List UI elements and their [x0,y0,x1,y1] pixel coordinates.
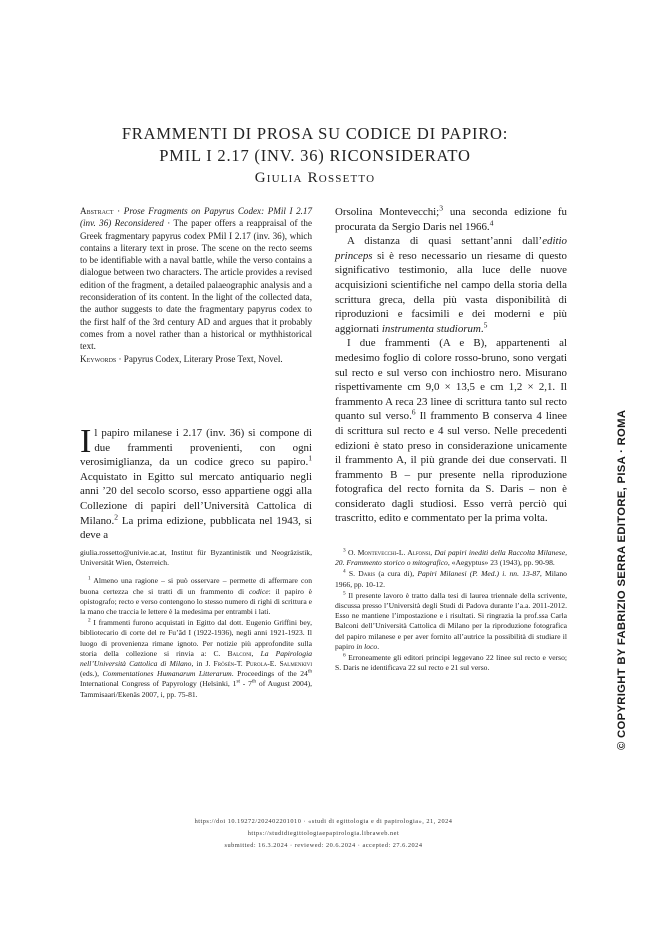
cited-author: S. Daris [348,569,376,579]
cited-title: Papiri Milanesi (P. Med.) i. nn. 13-87 [417,569,540,579]
footer-dates: submitted: 16.3.2024 · reviewed: 20.6.2024 · accepted: 27.6.2024 [224,842,423,849]
italic-term: instrumenta studiorum [381,322,481,335]
english-title: Prose Fragments on Papyrus Codex: PMil I 2.17 (inv. 36) Reconsidered [80,206,313,229]
footnote-text: . [377,641,380,651]
italic-term: in loco [356,641,378,651]
footnote-ref[interactable]: 4 [489,217,494,227]
cited-title: Dai papiri inediti della Raccolta Milanese, 20. Frammento storico o mitografico [335,548,567,568]
body-text: A distanza di quasi settant’anni dall’ [347,235,543,248]
footnote-text: International Congress of Papyrology (Helsinki, 1 [80,679,237,689]
title-line-1: FRAMMENTI DI PROSA SU CODICE DI PAPIRO: [121,124,509,143]
footnote [335,548,567,568]
copyright-text: © COPYRIGHT BY FABRIZIO SERRA EDITORE, PISA · ROMA [616,409,628,750]
footnote [335,591,567,652]
body-text: Il frammento B conserva 4 linee di scrittura sul recto e 4 sul verso. Nelle precedenti edizioni è stato preso in considerazione unicamente il frammento A, il più grande dei due conservati. Il frammento B – pur presente nella riproduzione fotografica del recto fornita da S. Daris – non è considerato dagli studiosi. Esso verrà perciò qui trascritto, edito e commentato per la prima volta. [335,410,568,525]
body-text: l papiro milanese i 2.17 (inv. 36) si compone di due frammenti provenienti, con ogni verosimiglianza, da un codice greco su papiro. [80,427,312,469]
body-right-column [335,205,567,526]
footnote-number: 6 [343,652,346,659]
footer-doi-line[interactable]: https://doi 10.19272/202402201010 · «studi di egittologia e di papirologia», 21, 2024 [194,818,453,825]
keywords-text: · Papyrus Codex, Literary Prose Text, Novel. [116,353,283,364]
cited-author: O. Montevecchi-L. Alfonsi [347,548,431,557]
footer-journal-url[interactable]: https://studidiegittologiaepapirologia.libraweb.net [247,830,400,837]
footnote [80,576,312,617]
footnote-text: , Milano 1966, pp. 10-12. [335,569,567,589]
footnote-text: , in [191,659,206,669]
ordinal-suffix: th [251,678,257,685]
footnote-text: . Proceedings of the 24 [231,669,308,679]
footnote-number: 4 [343,568,346,575]
author-affiliation: giulia.rossetto@univie.ac.at, Institut für Byzantinistik und Neogräzistik, Universität Wien, Österreich. [80,548,312,568]
footnote-text: of August 2004), Tammisaari/Ekenäs 2007, i, pp. 75-81. [80,679,313,699]
abstract-text: The paper offers a reappraisal of the Greek fragmentary papyrus codex PMil I 2.17 (inv. 36), which contains a literary text in prose. The scene on the recto seems to be identifiable with a naval battle, while the verso contains a dialogue between two characters. The article provides a revised edition of the fragment, a detailed palaeographic analysis and a reconsideration of its content. In the light of the collected data, the author suggests to date the fragmentary papyrus codex to the first half of the 3rd century AD and argues that it probably comes from a novel rather than a historical or mythhistorical text. [80,218,313,352]
footnote-text: - 7 [239,679,252,689]
body-paragraph [335,234,567,336]
footnotes-right [335,548,567,674]
body-text: una seconda edizione fu procurata da Sergio Daris nel 1966. [335,206,568,233]
body-text: Acquistato in Egitto sul mercato antiquario negli anni ’20 del secolo scorso, esso appartiene oggi alla Collezione di papiri dell’Università Cattolica di Milano. [80,470,312,527]
body-text: La prima edizione, pubblicata nel 1943, si deve a [80,514,312,542]
footnote-ref[interactable]: 6 [411,407,416,417]
abstract [80,205,312,365]
separator: · [163,218,174,229]
footnote-text: Il presente lavoro è tratto dalla tesi di laurea triennale della scrivente, discussa presso l’Università degli Studi di Padova durante l’a.a. 2011-2012. Esso ne mantiene l’impostazione e i risultati. Si ringrazia la prof.ssa Carla Balconi dell’Università Cattolica di Milano per la riproduzione fotografica del papiro milanese e per aver fornito all’autrice la possibilità di studiare il papiro [335,590,567,651]
footnote-ref[interactable]: 1 [308,453,312,463]
footnote-text: Erroneamente gli editori principi leggevano 22 linee sul recto e verso; S. Daris ne identificava 22 sul recto e 21 sul verso. [335,653,567,673]
author-name: Giulia Rossetto [254,170,376,186]
footnote-text: , [251,648,261,658]
footnote-text: , «Aegyptus» 23 (1943), pp. 90-98. [447,558,555,568]
footnote-number: 5 [343,590,346,597]
ordinal-suffix: st [236,678,240,685]
footnote-text: I frammenti furono acquistati in Egitto dal dott. Eugenio Griffini bey, bibliotecario di corte del re Fu’ād I (1922-1936), negli anni 1921-1923. Il luogo di provenienza rimane ignoto. Per notizie più approfondite sulla storia della collezione si rinvia a: [80,618,312,658]
footnote-text: (a cura di), [375,569,418,579]
footnote-text: (eds.), [80,669,103,679]
body-text: I due frammenti (A e B), appartenenti al medesimo foglio di colore rosso-bruno, sono vergati sul recto e sul verso con inchiostro nero. Misurano rispettivamente cm 9,0 × 13,5 e cm 1,2 × 2,1. Il frammento A reca 23 linee di scrittura tanto sul recto quanto sul verso. [335,337,567,423]
cited-title: La Papirologia nell’Università Cattolica di Milano [80,648,312,669]
body-text: Orsolina Montevecchi; [335,206,440,218]
keywords-label: Keywords [80,353,117,364]
footnote [80,618,312,700]
abstract-paragraph [80,205,312,353]
italic-term: editio princeps [335,235,567,262]
body-paragraph [335,336,567,526]
footnote-ref[interactable]: 3 [439,203,444,213]
footnote-text: , [430,548,435,557]
separator: · [113,206,124,216]
body-paragraph [80,423,312,543]
body-text: . [480,322,484,335]
footnotes-left [80,548,312,701]
cited-author: C. Balconi [213,648,252,658]
body-left-column [80,423,312,543]
cited-author: J. Frösén-T. Purola-E. Salmenkivi [205,659,312,669]
title-line-2: PMIL I 2.17 (INV. 36) RICONSIDERATO [159,146,471,165]
footnote-text: : il papiro è opistografo; recto e verso contengono lo stesso numero di righi di scrittura e la mano che traccia le lettere è la medesima per entrambi i lati. [80,586,313,617]
footnote [335,569,567,589]
article-title [60,123,570,167]
cited-title: Commentationes Humanarum Litterarum [102,669,232,679]
footnote-ref[interactable]: 5 [483,320,488,330]
footnote-ref[interactable]: 2 [114,511,118,521]
footnote-number: 3 [343,547,346,554]
footnote [335,653,567,673]
italic-term: codice [248,586,269,596]
body-text: si è reso necessario un riesame di questo significativo testimonio, alla luce delle nuove acquisizioni scientifiche nel campo della storia della scrittura greca, della più vasta disponibilità di riproduzioni e facsimili e dei moderni e più aggiornati [335,249,567,335]
ordinal-suffix: th [307,668,312,675]
keywords [80,353,312,365]
abstract-label: Abstract [80,206,114,216]
footnote-text: Almeno una ragione – si può osservare – permette di affermare con buona certezza che si tratti di un frammento di [80,576,312,596]
footnote-number: 1 [88,575,91,582]
body-paragraph [335,205,567,234]
copyright-notice [616,410,632,770]
footnote-number: 2 [88,617,91,624]
drop-cap: I [80,423,92,460]
